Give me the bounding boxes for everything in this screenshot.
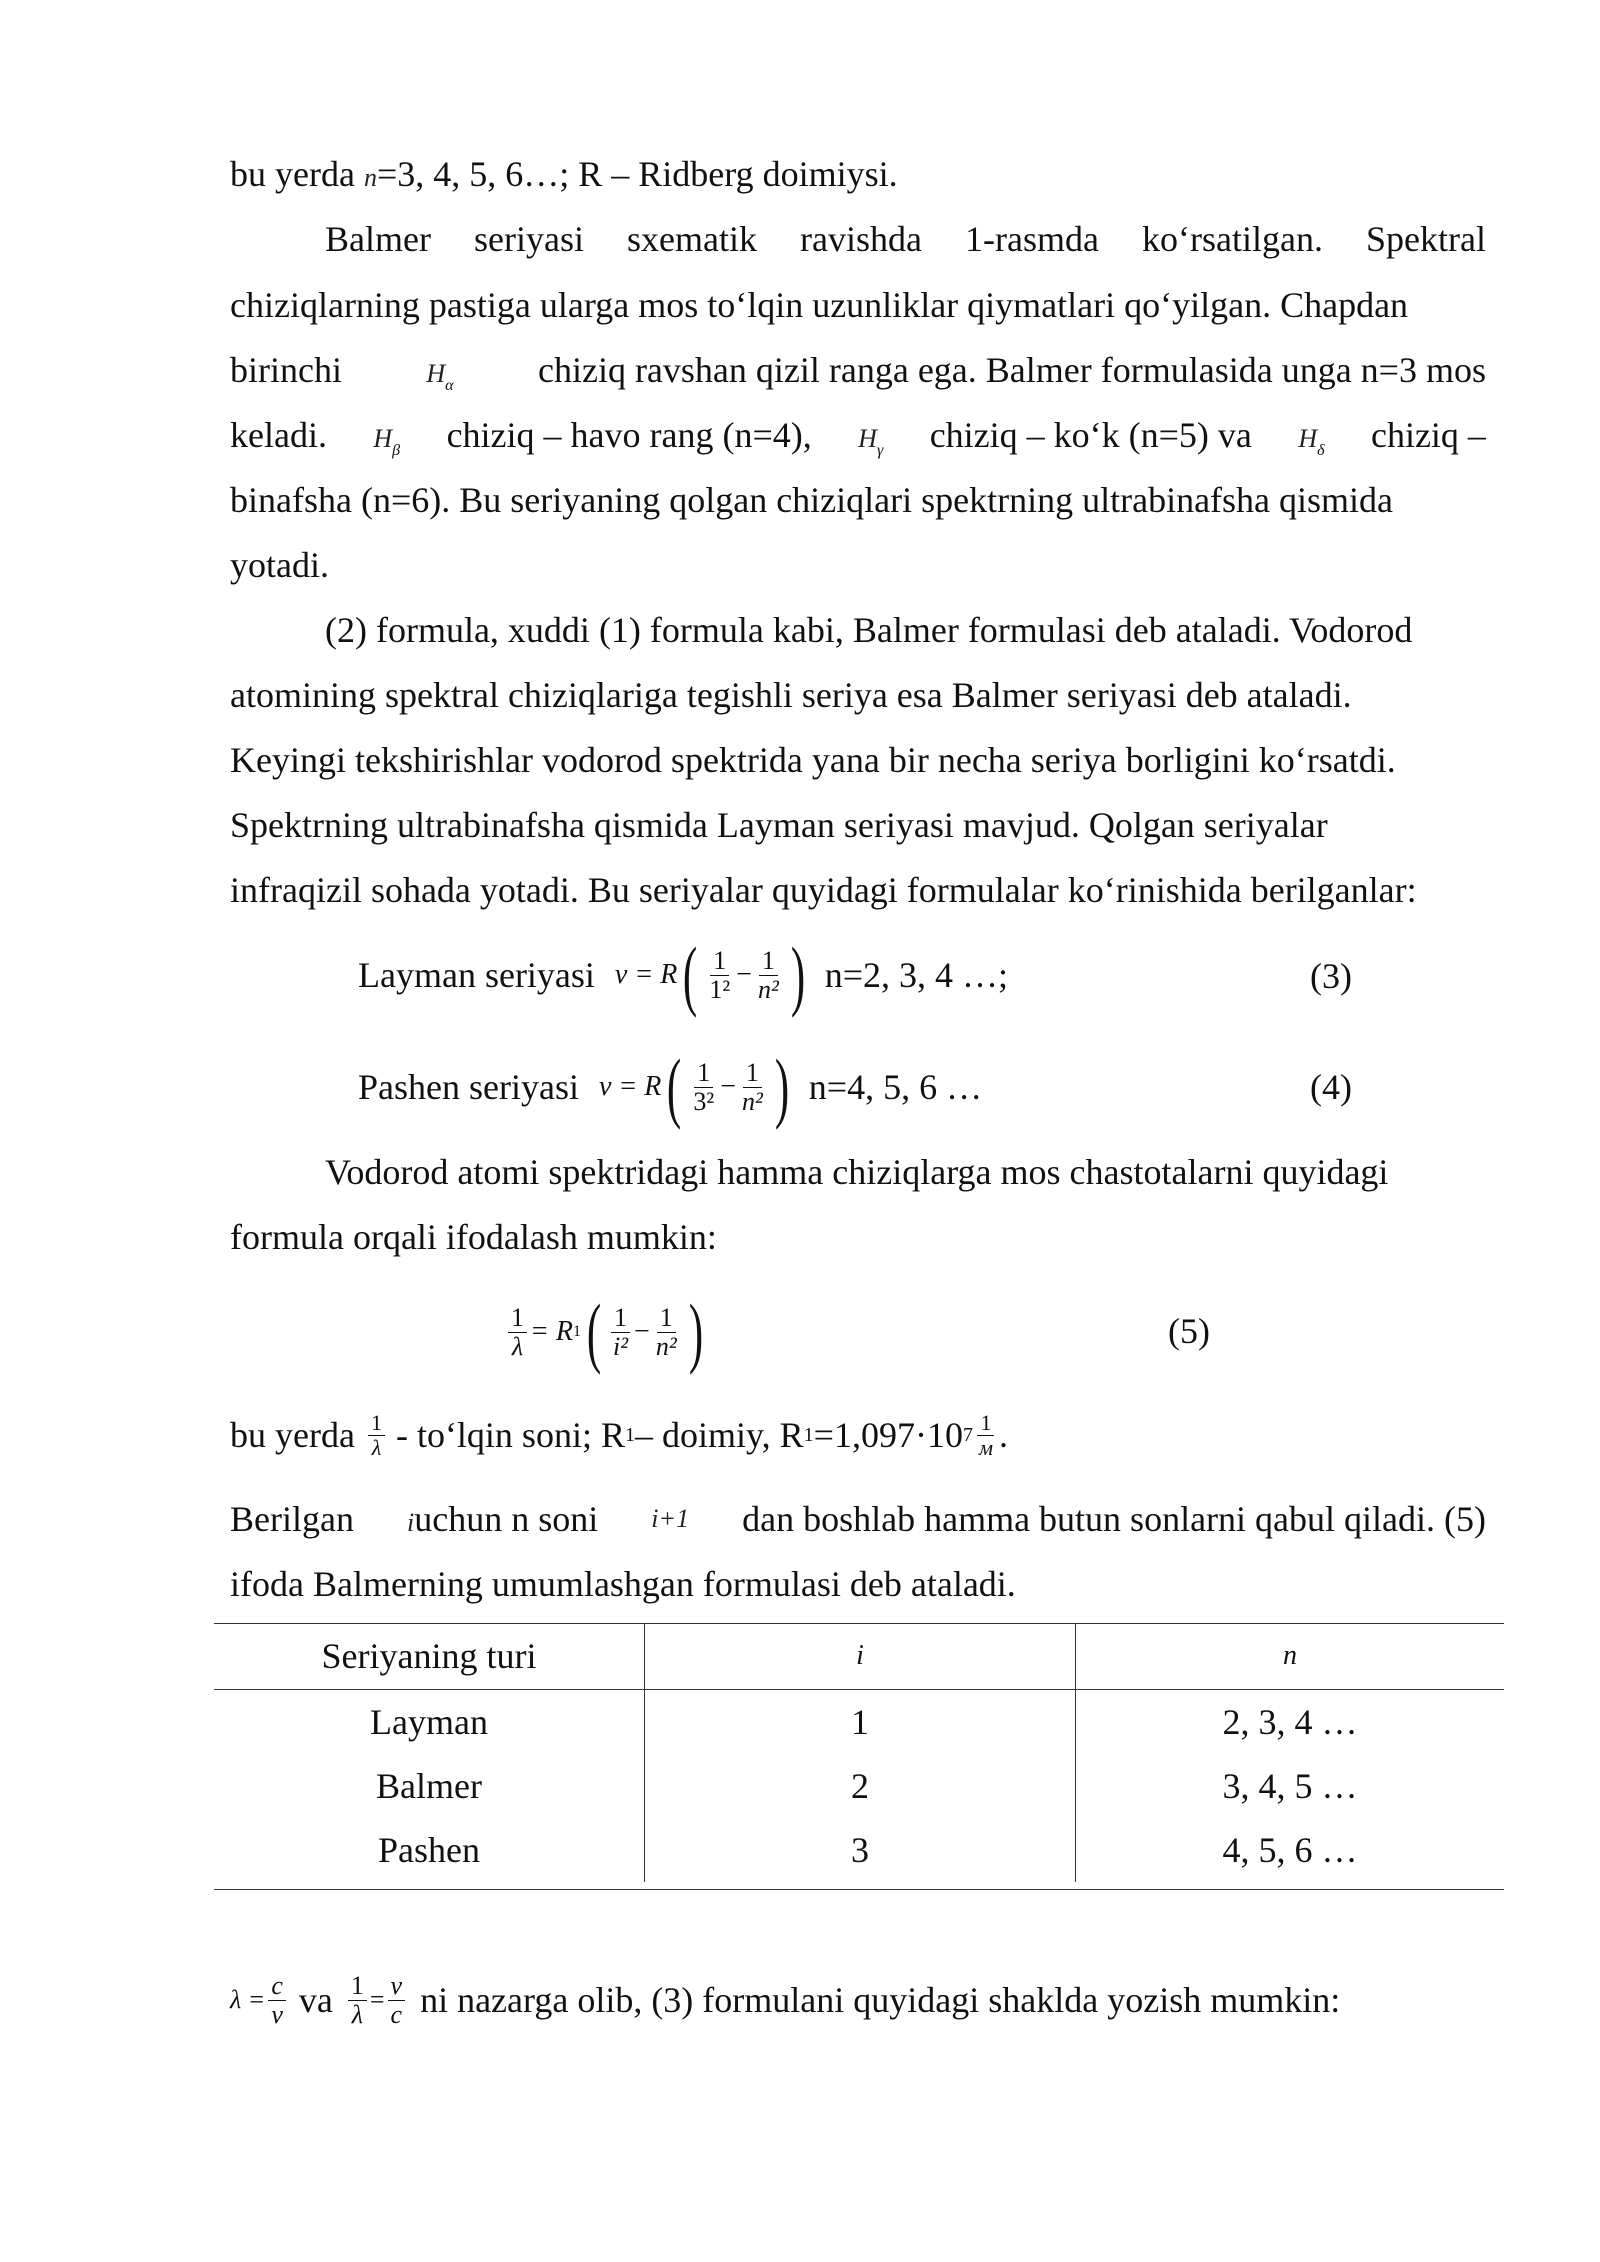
numerator: 1 <box>508 1304 527 1333</box>
numerator: 1 <box>694 1059 713 1088</box>
table-cell: Pashen <box>214 1818 645 1882</box>
minus-sign: − <box>720 1071 736 1102</box>
text-line <box>230 543 1486 587</box>
math-subscript: δ <box>1317 442 1325 460</box>
numerator: 1 <box>743 1059 762 1088</box>
text-span: (2) formula, xuddi (1) formula kabi, Balmer formulasi deb ataladi. Vodorod <box>325 610 1413 650</box>
subscript: 1 <box>624 1424 635 1446</box>
table-row <box>214 1818 1504 1882</box>
word: ravishda <box>800 219 922 259</box>
math-equals: = <box>369 1985 385 2014</box>
equation-number: (4) <box>1310 1067 1352 1107</box>
text-span: atomining spektral chiziqlariga tegishli seriya esa Balmer seriyasi deb ataladi. <box>230 675 1352 715</box>
h-delta-symbol <box>1298 413 1324 473</box>
numerator: 1 <box>759 947 778 976</box>
text-line <box>230 738 1486 782</box>
numerator: c <box>268 1972 286 2001</box>
text-line <box>230 1960 1340 2040</box>
fraction <box>348 1972 367 2029</box>
numerator: 1 <box>710 947 729 976</box>
text-line <box>230 413 1486 473</box>
table-header: n <box>1076 1623 1505 1690</box>
fraction <box>388 1972 406 2029</box>
text-span: infraqizil sohada yotadi. Bu seriyalar quyidagi formulalar ko‘rinishida berilganlar: <box>230 870 1417 910</box>
table-row <box>214 1690 1504 1755</box>
text-line <box>230 1497 1486 1545</box>
text-span: chiziq – <box>1370 415 1486 455</box>
text-line <box>230 152 1486 200</box>
equation-number: (5) <box>1168 1311 1210 1351</box>
text-line <box>230 868 1486 912</box>
numerator: 1 <box>368 1411 385 1436</box>
text-line <box>230 1215 1486 1259</box>
text-line <box>230 478 1486 522</box>
series-table <box>214 1623 1504 1882</box>
table-cell: Balmer <box>214 1754 645 1818</box>
text-line <box>325 217 1486 261</box>
text-line <box>230 348 1486 408</box>
table-header-row <box>214 1623 1504 1690</box>
text-span: – doimiy, R <box>634 1415 804 1455</box>
math-symbol: H <box>1298 424 1318 453</box>
text-span: - to‘lqin soni; R <box>395 1415 625 1455</box>
text-span: chiziq ravshan qizil ranga ega. Balmer formulasida unga n=3 mos <box>537 350 1486 390</box>
word: ko‘rsatilgan. <box>1142 219 1323 259</box>
text-span: chiziq – havo rang (n=4), <box>446 415 812 455</box>
equation-layman <box>358 930 1008 1020</box>
fraction <box>976 1411 996 1460</box>
text-span: keladi. <box>230 415 327 455</box>
minus-sign: − <box>634 1316 650 1347</box>
range-text: n=2, 3, 4 …; <box>824 955 1009 995</box>
denominator: 3² <box>693 1086 715 1116</box>
math-subscript: 1 <box>573 1323 581 1340</box>
text-span: ifoda Balmerning umumlashgan formulasi deb ataladi. <box>230 1564 1016 1604</box>
table-row <box>214 1754 1504 1818</box>
fraction <box>690 1059 717 1116</box>
table-header: Seriyaning turi <box>214 1623 645 1690</box>
left-paren: ( <box>667 1043 682 1130</box>
numerator: 1 <box>977 1411 994 1436</box>
table-bottom-rule <box>214 1889 1504 1890</box>
text-span: bu yerda <box>230 154 364 194</box>
equation-general <box>505 1282 709 1382</box>
math-equals: = R <box>530 1316 573 1347</box>
right-paren: ) <box>688 1288 703 1375</box>
denominator: ν <box>271 1999 283 2029</box>
h-beta-symbol <box>373 413 400 473</box>
text-line <box>230 283 1486 327</box>
denominator: n² <box>757 974 779 1004</box>
text-span: Keyingi tekshirishlar vodorod spektrida yana bir necha seriya borligini ko‘rsatdi. <box>230 740 1396 780</box>
fraction <box>706 947 733 1004</box>
range-text: n=4, 5, 6 … <box>808 1067 983 1107</box>
right-paren: ) <box>790 931 805 1018</box>
text-span: birinchi <box>230 350 342 390</box>
equation-label: Layman seriyasi <box>358 955 595 995</box>
fraction <box>368 1411 385 1460</box>
fraction <box>755 947 782 1004</box>
denominator: i² <box>612 1331 629 1361</box>
numerator: 1 <box>348 1972 367 2001</box>
h-alpha-symbol <box>426 348 453 408</box>
table-cell: 1 <box>645 1690 1076 1755</box>
denominator: n² <box>655 1331 677 1361</box>
text-span: dan boshlab hamma butun sonlarni qabul qiladi. (5) <box>742 1499 1486 1539</box>
denominator: м <box>978 1434 993 1460</box>
text-span: =3, 4, 5, 6…; R – Ridberg doimiysi. <box>376 154 898 194</box>
denominator: λ <box>511 1331 524 1361</box>
math-symbol: H <box>858 424 877 453</box>
numerator: 1 <box>657 1304 676 1333</box>
equation-pashen <box>358 1042 982 1132</box>
subscript: 1 <box>803 1424 814 1446</box>
math-subscript: γ <box>876 442 884 460</box>
left-paren: ( <box>586 1288 602 1375</box>
table-cell: Layman <box>214 1690 645 1755</box>
text-span: =1,097·10 <box>813 1415 963 1455</box>
text-span: Spektrning ultrabinafsha qismida Layman seriyasi mavjud. Qolgan seriyalar <box>230 805 1328 845</box>
minus-sign: − <box>736 959 752 990</box>
text-span: bu yerda <box>230 1415 355 1455</box>
text-line <box>230 673 1486 717</box>
text-span: chiziq – ko‘k (n=5) va <box>929 415 1252 455</box>
text-span: Berilgan <box>230 1499 354 1539</box>
table-cell: 3, 4, 5 … <box>1222 1766 1358 1806</box>
superscript: 7 <box>962 1424 973 1446</box>
math-symbol: H <box>373 424 393 453</box>
text-span: yotadi. <box>230 545 329 585</box>
text-span: formula orqali ifodalash mumkin: <box>230 1217 717 1257</box>
text-span: va <box>298 1980 333 2020</box>
text-line <box>230 1400 1008 1470</box>
table-cell: 2, 3, 4 … <box>1222 1702 1358 1742</box>
text-line <box>325 1150 1486 1194</box>
right-paren: ) <box>774 1043 789 1130</box>
table-cell: 4, 5, 6 … <box>1222 1830 1358 1870</box>
word: sxematik <box>627 219 757 259</box>
word: seriyasi <box>474 219 584 259</box>
text-span: ni nazarga olib, (3) formulani quyidagi shaklda yozish mumkin: <box>420 1980 1341 2020</box>
table-cell: 2 <box>645 1754 1076 1818</box>
denominator: 1² <box>709 974 731 1004</box>
text-span: Vodorod atomi spektridagi hamma chiziqlarga mos chastotalarni quyidagi <box>325 1152 1389 1192</box>
math-symbol: i <box>407 1508 415 1537</box>
numerator: 1 <box>611 1304 630 1333</box>
fraction <box>610 1304 631 1361</box>
math-symbol: i+1 <box>651 1504 690 1533</box>
math-symbol: n <box>363 163 377 192</box>
fraction <box>268 1972 286 2029</box>
text-line <box>325 608 1486 652</box>
math-lhs: ν = R <box>614 959 678 990</box>
math-symbol: H <box>426 359 446 388</box>
table-header: i <box>645 1623 1076 1690</box>
equation-number: (3) <box>1310 956 1352 996</box>
left-paren: ( <box>683 931 698 1018</box>
text-span: binafsha (n=6). Bu seriyaning qolgan chiziqlari spektrning ultrabinafsha qismida <box>230 480 1394 520</box>
text-span: chiziqlarning pastiga ularga mos to‘lqin uzunliklar qiymatlari qo‘yilgan. Chapdan <box>230 285 1409 325</box>
table-cell: 3 <box>645 1818 1076 1882</box>
fraction <box>508 1304 527 1361</box>
word: Balmer <box>325 219 431 259</box>
denominator: c <box>390 1999 403 2029</box>
fraction <box>653 1304 680 1361</box>
math-lhs: λ = <box>230 1985 266 2014</box>
denominator: λ <box>371 1434 382 1460</box>
equation-label: Pashen seriyasi <box>358 1067 579 1107</box>
word: 1-rasmda <box>965 219 1099 259</box>
word: Spektral <box>1365 219 1486 259</box>
math-subscript: α <box>445 377 454 395</box>
math-lhs: ν = R <box>598 1071 662 1102</box>
denominator: λ <box>351 1999 363 2029</box>
text-line <box>230 1562 1486 1606</box>
math-subscript: β <box>392 442 401 460</box>
denominator: n² <box>741 1086 763 1116</box>
h-gamma-symbol <box>858 413 883 473</box>
text-span: . <box>999 1415 1008 1455</box>
numerator: ν <box>388 1972 406 2001</box>
text-line <box>230 803 1486 847</box>
text-span: uchun n soni <box>414 1499 599 1539</box>
fraction <box>739 1059 766 1116</box>
